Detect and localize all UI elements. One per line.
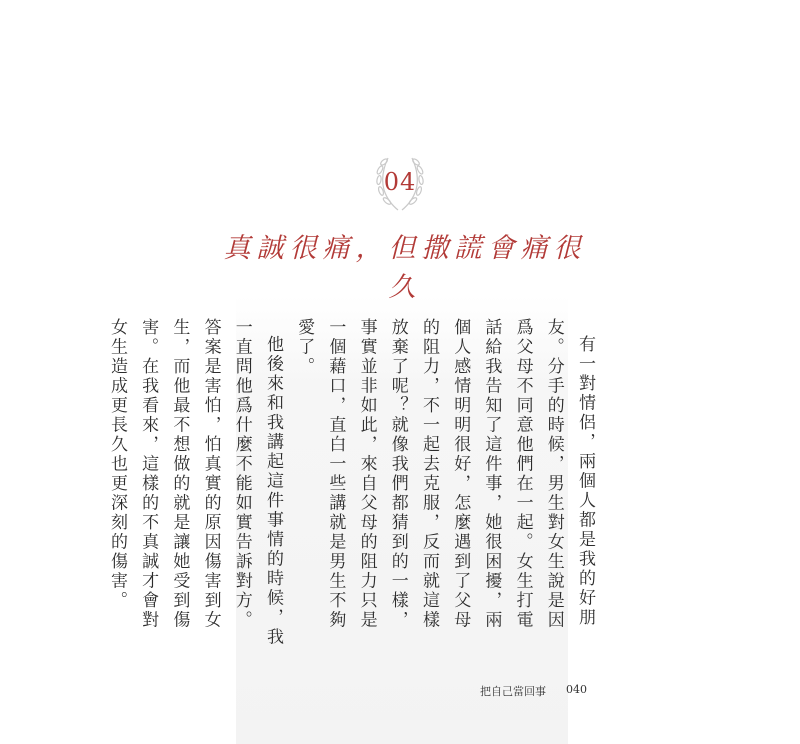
body-text [106,318,600,648]
chapter-title: 真誠很痛，但撒謊會痛很久 [223,233,587,303]
running-footer-title: 把自己當回事 [480,685,546,698]
page-number: 040 [566,683,587,696]
chapter-number: 04 [383,168,417,196]
paragraph: 有一對情侶，兩個人都是我的好朋友。分手的時候，男生對女生說是因爲父母不同意他們在一起。女生打電話給我告知了這件事，她很困擾，兩個人感情明明很好，怎麼遇到了父母的阻力，不一起去克服，反而就這樣放棄了呢？就像我們都猜到的一樣，事實並非如此，來自父母的阻力只是一個藉口，直白一些講就是男生不夠愛了。 [294,318,595,630]
paragraph: 他後來和我講起這件事情的時候，我一直問他爲什麼不能如實告訴對方。答案是害怕，怕真實的原因傷害到女生，而他最不想做的就是讓她受到傷害。在我看來，這樣的不真誠才會對女生造成更長久也更深刻的傷害。 [106,318,283,647]
